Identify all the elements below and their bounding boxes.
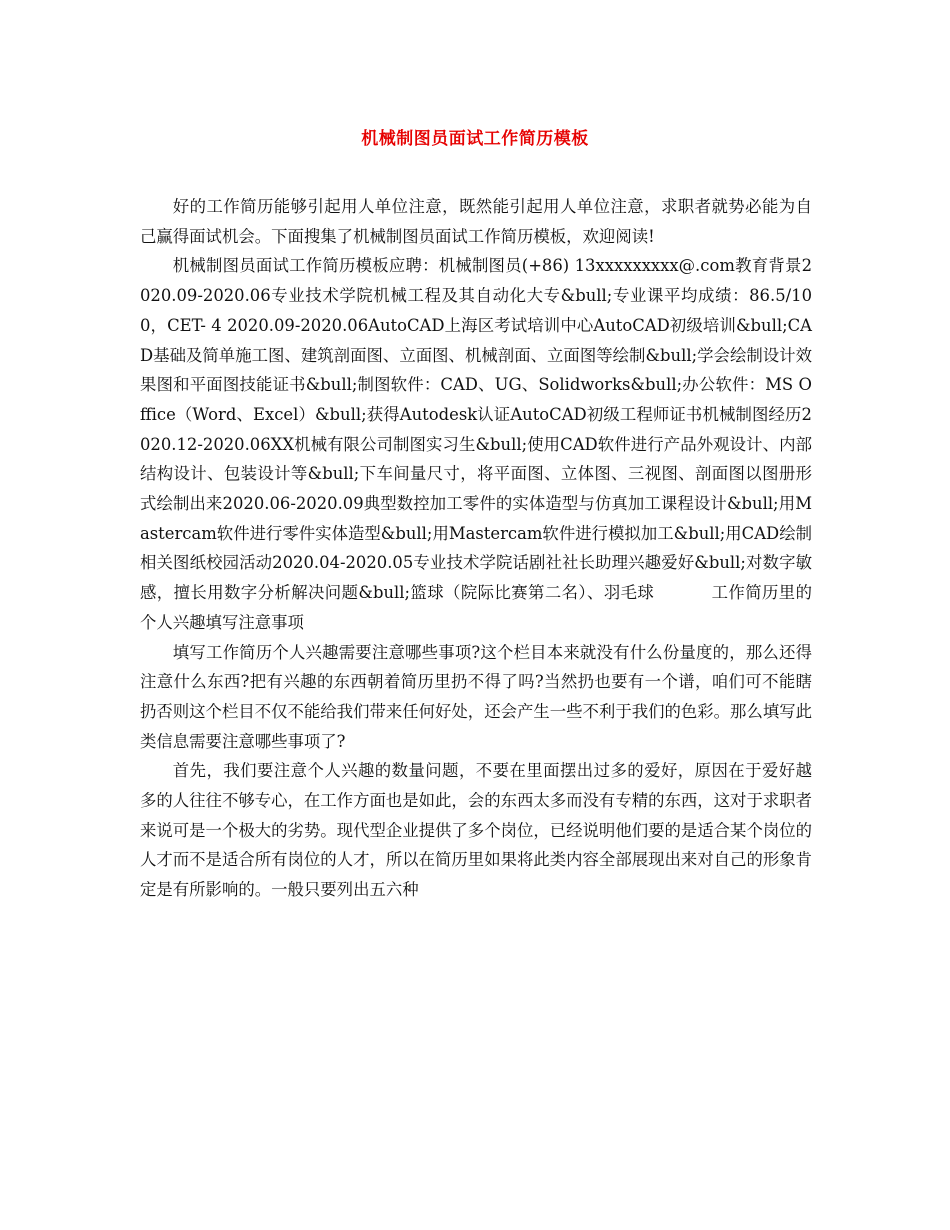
resume-paragraph [140, 251, 812, 637]
document-body [140, 192, 812, 905]
intro-paragraph: 好的工作简历能够引起用人单位注意，既然能引起用人单位注意，求职者就势必能为自己赢得面试机会。下面搜集了机械制图员面试工作简历模板，欢迎阅读! [140, 197, 812, 246]
resume-content: 机械制图员面试工作简历模板应聘：机械制图员(+86) 13xxxxxxxxx@.com教育背景2020.09-2020.06专业技术学院机械工程及其自动化大专&bull;专业课平均成绩：86.5/100，CET- 4 2020.09-2020.06AutoCAD上海区考试培训中心AutoCAD初级培训&bull;CAD基础及简单施工图、建筑剖面图、立面图、机械剖面、立面图等绘制&bull;学会绘制设计效果图和平面图技能证书&bull;制图软件：CAD、UG、Solidworks&bull;办公软件：MS Office（Word、Excel）&bull;获得Autodesk认证AutoCAD初级工程师证书机械制图经历2020.12-2020.06XX机械有限公司制图实习生&bull;使用CAD软件进行产品外观设计、内部结构设计、包装设计等&bull;下车间量尺寸，将平面图、立体图、三视图、剖面图以图册形式绘制出来2020.06-2020.09典型数控加工零件的实体造型与仿真加工课程设计&bull;用Mastercam软件进行零件实体造型&bull;用Mastercam软件进行模拟加工&bull;用CAD绘制相关图纸校园活动2020.04-2020.05专业技术学院话剧社社长助理兴趣爱好&bull;对数字敏感，擅长用数字分析解决问题&bull;篮球（院际比赛第二名）、羽毛球 [140, 256, 812, 603]
question-paragraph: 填写工作简历个人兴趣需要注意哪些事项?这个栏目本来就没有什么份量度的，那么还得注意什么东西?把有兴趣的东西朝着简历里扔不得了吗?当然扔也要有一个谱，咱们可不能瞎扔否则这个栏目不仅不能给我们带来任何好处，还会产生一些不利于我们的色彩。那么填写此类信息需要注意哪些事项了? [140, 642, 813, 751]
first-point-paragraph: 首先，我们要注意个人兴趣的数量问题，不要在里面摆出过多的爱好，原因在于爱好越多的人往往不够专心，在工作方面也是如此，会的东西太多而没有专精的东西，这对于求职者来说可是一个极大的劣势。现代型企业提供了多个岗位，已经说明他们要的是适合某个岗位的人才而不是适合所有岗位的人才，所以在简历里如果将此类内容全部展现出来对自己的形象肯定是有所影响的。一般只要列出五六种 [140, 761, 813, 900]
interest-section-heading: 工作简历里的个人兴趣填写注意事项 [140, 583, 812, 632]
document-title: 机械制图员面试工作简历模板 [361, 129, 589, 149]
